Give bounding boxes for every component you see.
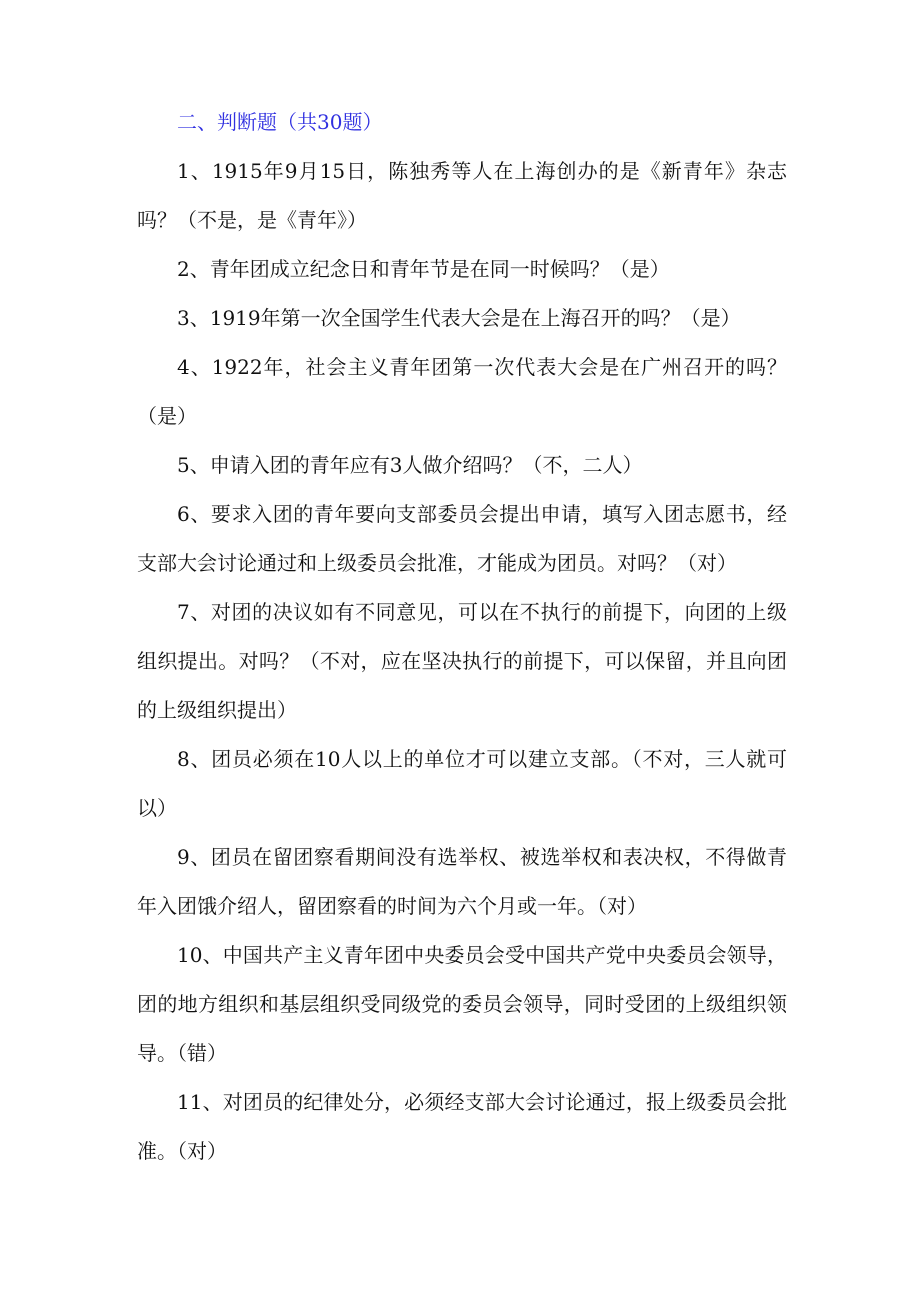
question-11: 11、对团员的纪律处分，必须经支部大会讨论通过，报上级委员会批准。（对） [137,1090,787,1163]
document-body [137,98,787,1176]
question-9: 9、团员在留团察看期间没有选举权、被选举权和表决权，不得做青年入团饿介绍人，留团察看的时间为六个月或一年。（对） [137,845,787,918]
question-4: 4、1922年，社会主义青年团第一次代表大会是在广州召开的吗？（是） [137,355,787,428]
question-6: 6、要求入团的青年要向支部委员会提出申请，填写入团志愿书，经支部大会讨论通过和上级委员会批准，才能成为团员。对吗？（对） [137,502,787,575]
section-heading: 二、判断题（共30题） [177,110,383,134]
question-10: 10、中国共产主义青年团中央委员会受中国共产党中央委员会领导，团的地方组织和基层组织受同级党的委员会领导，同时受团的上级组织领导。（错） [137,943,787,1065]
question-5: 5、申请入团的青年应有3人做介绍吗？（不，二人） [177,453,643,477]
question-8: 8、团员必须在10人以上的单位才可以建立支部。（不对，三人就可以） [137,747,787,820]
question-3: 3、1919年第一次全国学生代表大会是在上海召开的吗？（是） [177,306,741,330]
question-2: 2、青年团成立纪念日和青年节是在同一时候吗？（是） [177,257,670,281]
question-7: 7、对团的决议如有不同意见，可以在不执行的前提下，向团的上级组织提出。对吗？（不对，应在坚决执行的前提下，可以保留，并且向团的上级组织提出） [137,600,787,722]
question-1: 1、1915年9月15日，陈独秀等人在上海创办的是《新青年》杂志吗？（不是，是《青年》） [137,159,787,232]
